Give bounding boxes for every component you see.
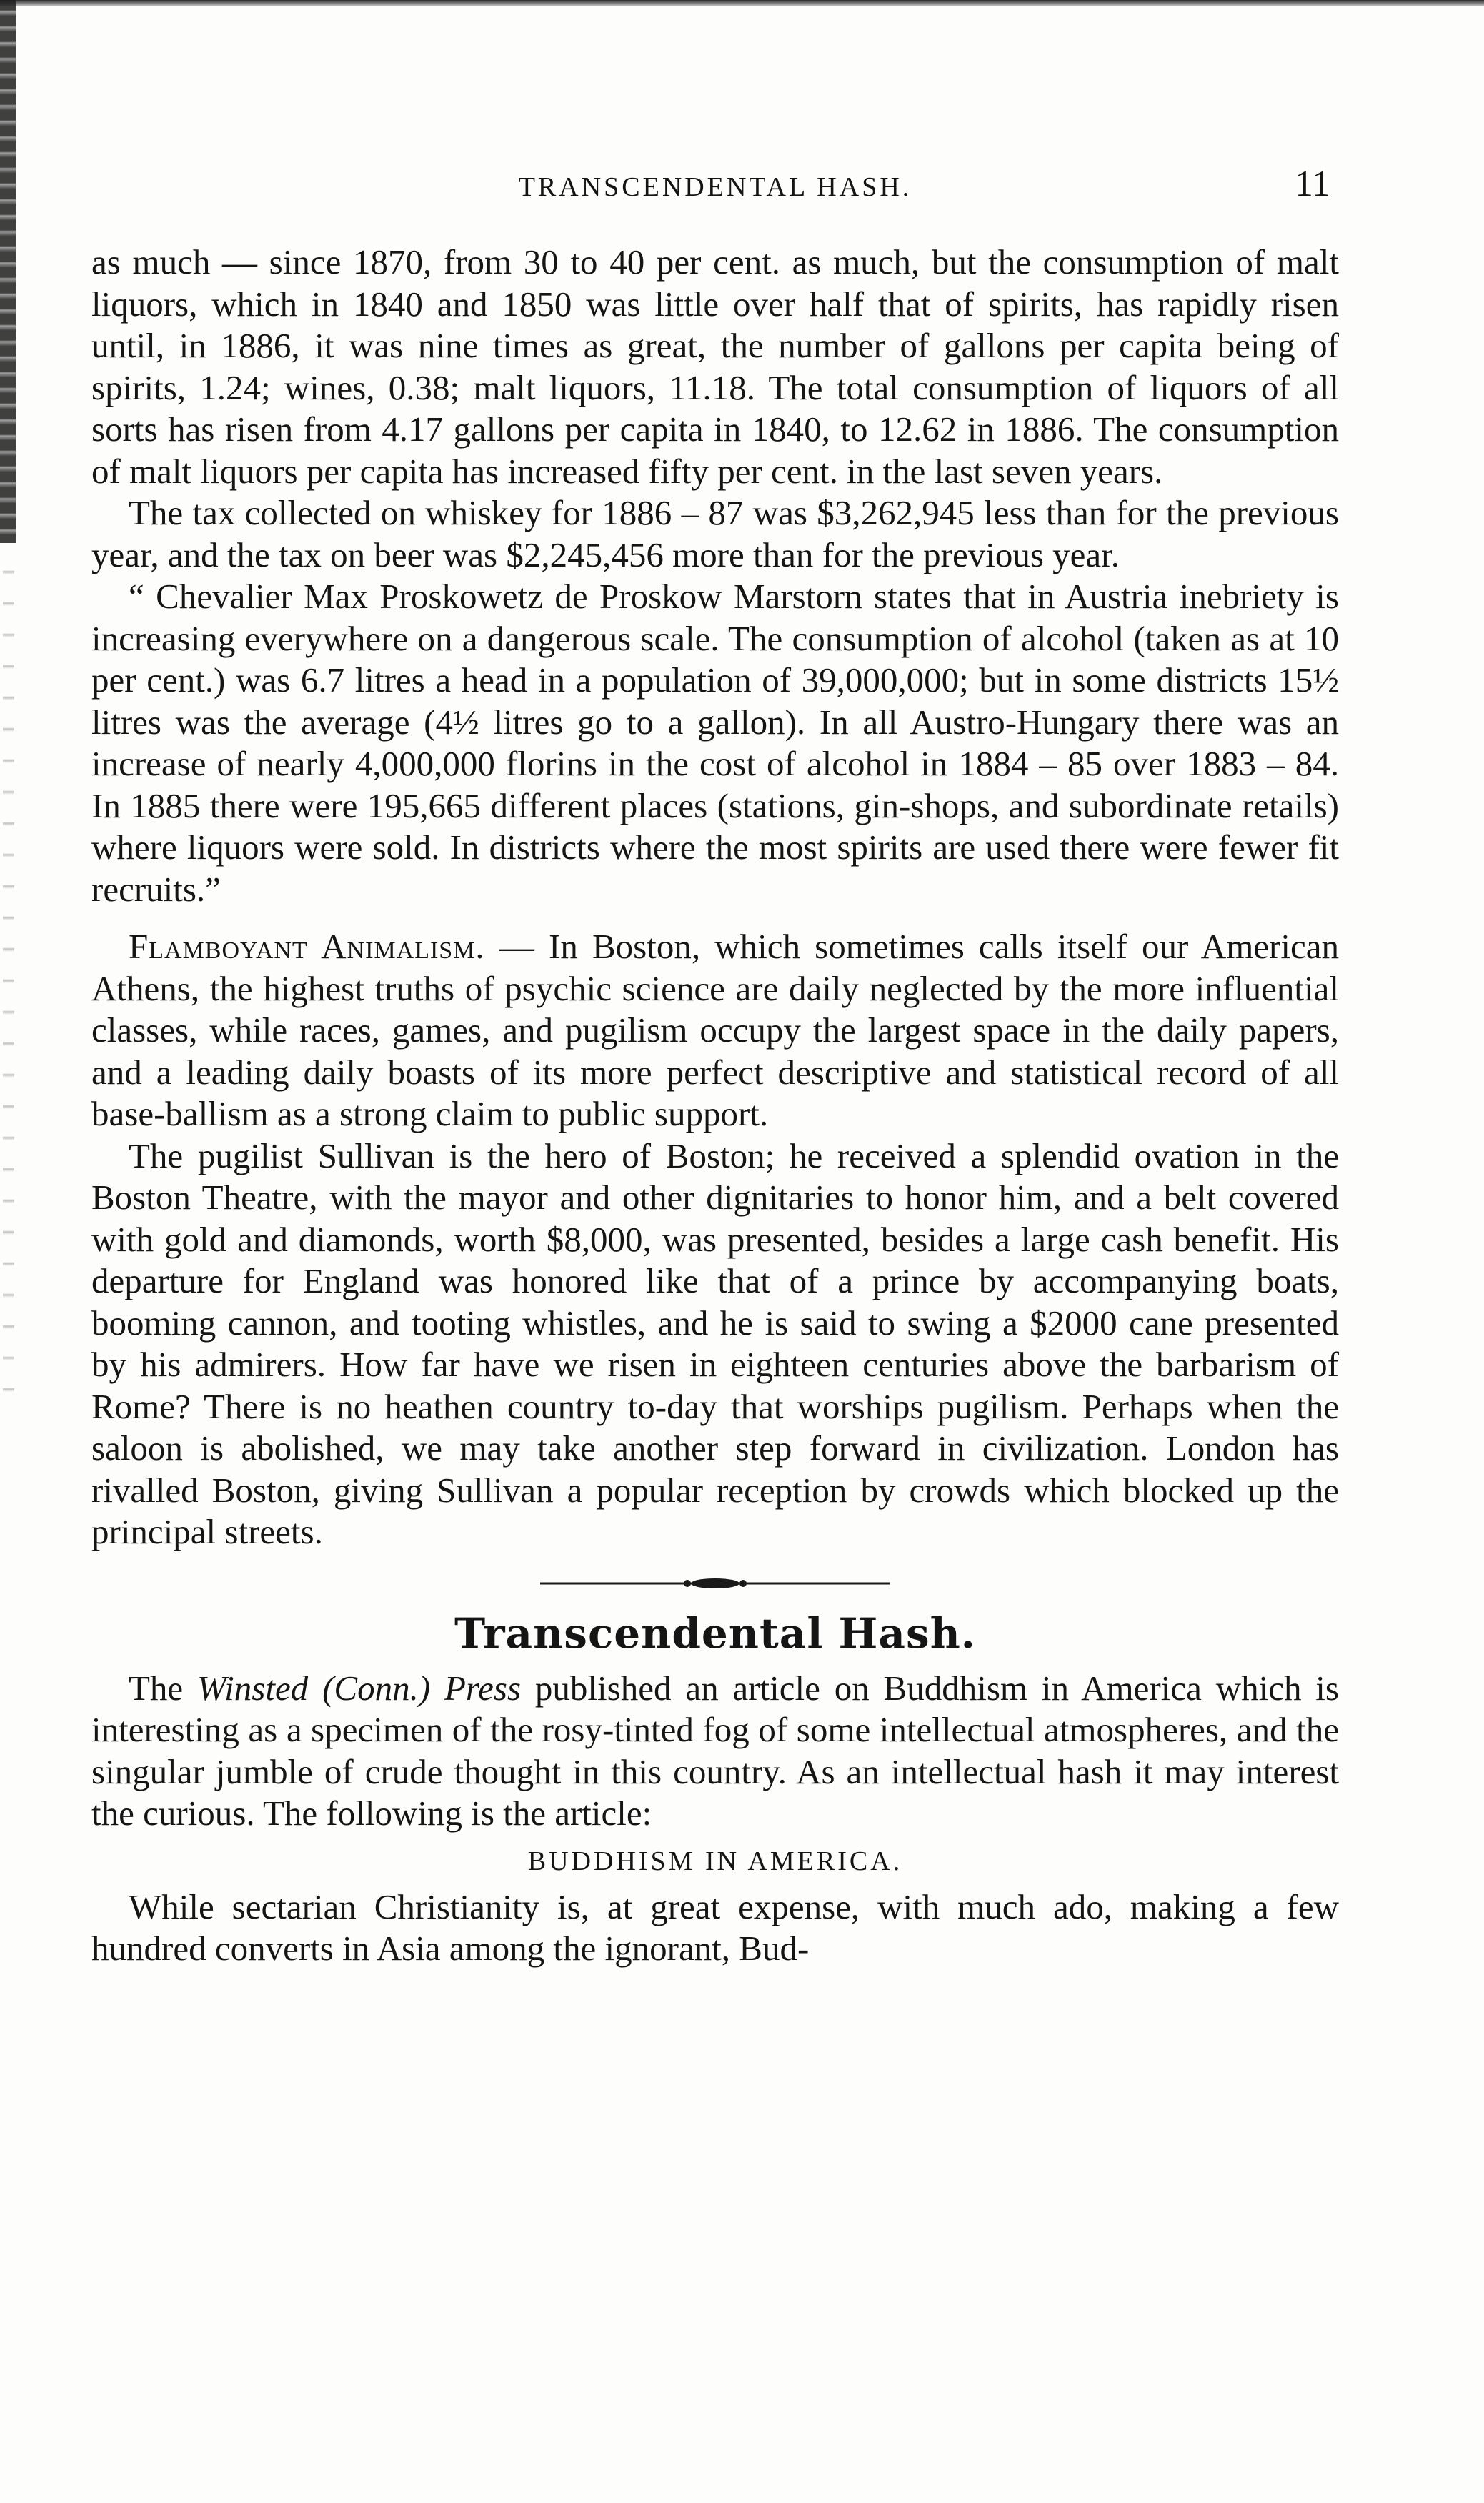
- scan-margin-specks: [3, 543, 14, 1400]
- paragraph-lead-heading: Flamboyant Animalism.: [129, 927, 485, 966]
- intro-text-a: The: [129, 1668, 198, 1708]
- paragraph-flamboyant-animalism: [91, 926, 1339, 1135]
- page-body: [91, 242, 1339, 1970]
- paragraph-austria-quote: “ Chevalier Max Proskowetz de Proskow Marstorn states that in Austria inebriety is increasing everywhere on a dangerous scale. The consumption of alcohol (taken as at 10 per cent.) was 6.7 litres a head in a population of 39,000,000; but in some districts 15½ litres was the average (4½ litres go to a gallon). In all Austro-Hungary there was an increase of nearly 4,000,000 florins in the cost of alcohol in 1884 – 85 over 1883 – 84. In 1885 there were 195,665 different places (stations, gin-shops, and subordinate retails) where liquors were sold. In districts where the most spirits are used there were fewer fit recruits.”: [91, 577, 1339, 909]
- paragraph-winsted-intro: [91, 1668, 1339, 1835]
- publication-name: Winsted (Conn.) Press: [197, 1668, 522, 1708]
- section-title: Transcendental Hash.: [454, 1608, 976, 1658]
- paragraph-buddhism-article: While sectarian Christianity is, at great expense, with much ado, making a few hundred converts in Asia among the ignorant, Bud-: [91, 1886, 1339, 1968]
- intro-text-b: published an article on Buddhism in America which is interesting as a specimen of the rosy-tinted fog of some intellectual atmospheres, and the singular jumble of crude thought in this country. As an intellectual hash it may interest the curious. The following is the article:: [91, 1668, 1339, 1833]
- running-head: TRANSCENDENTAL HASH.: [518, 172, 912, 202]
- scan-left-binding-edge: [0, 0, 16, 543]
- paragraph-flamboyant-text: — In Boston, which sometimes calls itself our American Athens, the highest truths of psychic science are daily neglected by the more influential classes, while races, games, and pugilism occupy the largest space in the daily papers, and a leading daily boasts of its more perfect descriptive and statistical record of all base-ballism as a strong claim to public support.: [91, 927, 1339, 1133]
- article-subheading: BUDDHISM IN AMERICA.: [527, 1846, 903, 1876]
- page-header: [91, 163, 1339, 213]
- paragraph-malt-liquors: as much — since 1870, from 30 to 40 per cent. as much, but the consumption of malt liquors, which in 1840 and 1850 was little over half that of spirits, has rapidly risen until, in 1886, it was nine times as great, the number of gallons per capita being of spirits, 1.24; wines, 0.38; malt liquors, 11.18. The total consumption of liquors of all sorts has risen from 4.17 gallons per capita in 1840, to 12.62 in 1886. The consumption of malt liquors per capita has increased fifty per cent. in the last seven years.: [91, 242, 1339, 491]
- section-divider-ornament: [540, 1569, 890, 1598]
- paragraph-sullivan: The pugilist Sullivan is the hero of Boston; he received a splendid ovation in the Boston Theatre, with the mayor and other dignitaries to honor him, and a belt covered with gold and diamonds, worth $8,000, was presented, besides a large cash benefit. His departure for England was honored like that of a prince by accompanying boats, booming cannon, and tooting whistles, and he is said to swing a $2000 cane presented by his admirers. How far have we risen in eighteen centuries above the barbarism of Rome? There is no heathen country to-day that worships pugilism. Perhaps when the saloon is abolished, we may take another step forward in civilization. London has rivalled Boston, giving Sullivan a popular reception by crowds which blocked up the principal streets.: [91, 1135, 1339, 1551]
- scan-top-edge: [0, 0, 1484, 6]
- paragraph-tax-collected: The tax collected on whiskey for 1886 – 87 was $3,262,945 less than for the previous year, and the tax on beer was $2,245,456 more than for the previous year.: [91, 493, 1339, 574]
- page-number: 11: [1294, 164, 1330, 204]
